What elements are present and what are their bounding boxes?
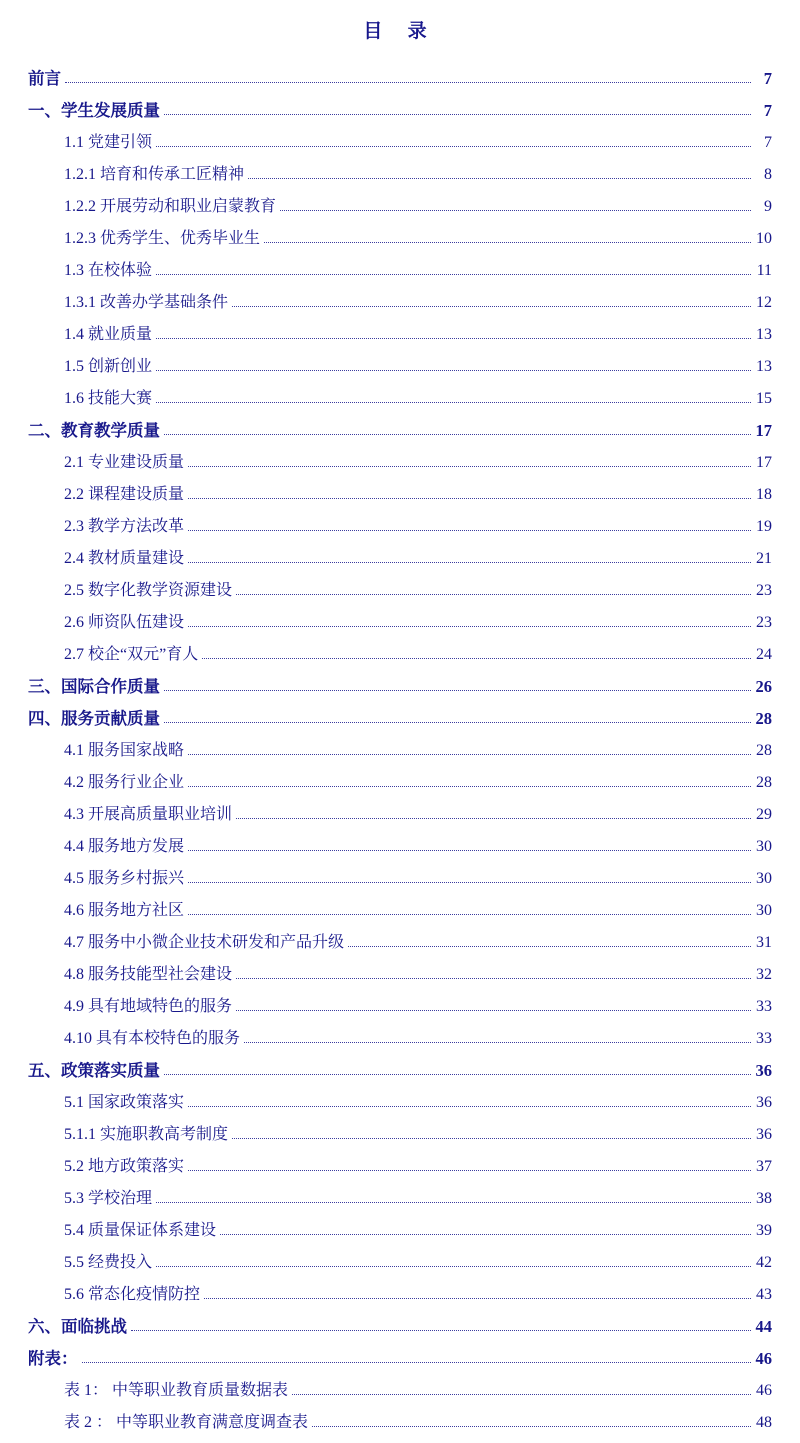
toc-entry-label: 六、面临挑战 [28, 1316, 127, 1336]
toc-entry-page: 36 [755, 1060, 772, 1080]
toc-leader-dots [65, 81, 751, 83]
toc-entry[interactable] [28, 281, 772, 313]
toc-entry-page: 39 [756, 1222, 772, 1239]
toc-leader-dots [248, 177, 751, 179]
page-title: 目 录 [363, 21, 437, 42]
toc-leader-dots [188, 625, 751, 627]
toc-entry-label: 二、教育教学质量 [28, 420, 160, 440]
toc-entry[interactable] [28, 761, 772, 793]
toc-entry-page: 7 [764, 134, 772, 151]
table-of-contents [28, 57, 772, 1433]
toc-leader-dots [188, 561, 751, 563]
toc-entry[interactable] [28, 441, 772, 473]
toc-entry-page: 11 [756, 262, 772, 279]
toc-entry-label: 1.2.3 优秀学生、优秀毕业生 [64, 230, 261, 247]
toc-leader-dots [164, 113, 751, 115]
toc-entry-label: 1.6 技能大赛 [64, 390, 153, 407]
toc-entry-label: 4.10 具有本校特色的服务 [64, 1030, 241, 1047]
toc-entry-label: 4.1 服务国家战略 [64, 742, 185, 759]
toc-leader-dots [236, 977, 751, 979]
toc-entry-page: 44 [755, 1316, 772, 1336]
toc-entry-label: 4.5 服务乡村振兴 [64, 870, 185, 887]
toc-leader-dots [164, 689, 751, 691]
toc-entry-label: 4.2 服务行业企业 [64, 774, 185, 791]
toc-entry-page: 33 [756, 1030, 772, 1047]
toc-entry[interactable] [28, 1145, 772, 1177]
toc-entry[interactable] [28, 697, 772, 729]
toc-entry-page: 26 [755, 676, 772, 696]
toc-entry-label: 2.7 校企“双元”育人 [64, 646, 199, 663]
toc-entry-label: 2.4 教材质量建设 [64, 550, 185, 567]
toc-entry-label: 2.2 课程建设质量 [64, 486, 185, 503]
toc-leader-dots [156, 1201, 751, 1203]
toc-entry-label: 2.3 教学方法改革 [64, 518, 185, 535]
toc-entry-label: 2.5 数字化教学资源建设 [64, 582, 233, 599]
toc-entry[interactable] [28, 505, 772, 537]
toc-entry[interactable] [28, 377, 772, 409]
toc-entry[interactable] [28, 857, 772, 889]
toc-entry-page: 17 [755, 420, 772, 440]
toc-entry-label: 前言 [28, 68, 61, 88]
toc-entry-page: 28 [756, 742, 772, 759]
toc-entry-label: 2.6 师资队伍建设 [64, 614, 185, 631]
toc-leader-dots [164, 721, 751, 723]
toc-entry-page: 18 [756, 486, 772, 503]
toc-leader-dots [202, 657, 751, 659]
toc-entry-label: 2.1 专业建设质量 [64, 454, 185, 471]
toc-entry-label: 三、国际合作质量 [28, 676, 160, 696]
toc-entry-label: 附表： [28, 1348, 78, 1368]
toc-entry-label: 4.7 服务中小微企业技术研发和产品升级 [64, 934, 345, 951]
toc-entry[interactable] [28, 1305, 772, 1337]
toc-entry-label: 5.3 学校治理 [64, 1190, 153, 1207]
toc-leader-dots [164, 433, 751, 435]
toc-entry-page: 13 [756, 326, 772, 343]
toc-entry-label: 5.2 地方政策落实 [64, 1158, 185, 1175]
toc-leader-dots [244, 1041, 751, 1043]
toc-leader-dots [348, 945, 751, 947]
toc-leader-dots [188, 849, 751, 851]
toc-entry[interactable] [28, 793, 772, 825]
toc-leader-dots [156, 273, 751, 275]
toc-entry-label: 4.3 开展高质量职业培训 [64, 806, 233, 823]
toc-entry-page: 17 [756, 454, 772, 471]
toc-leader-dots [156, 401, 751, 403]
toc-leader-dots [188, 881, 751, 883]
toc-entry-label: 4.6 服务地方社区 [64, 902, 185, 919]
toc-entry-page: 10 [756, 230, 772, 247]
toc-entry[interactable] [28, 665, 772, 697]
toc-entry-label: 表 1： 中等职业教育质量数据表 [64, 1382, 289, 1399]
toc-entry-label: 1.3 在校体验 [64, 262, 153, 279]
toc-entry[interactable] [28, 537, 772, 569]
toc-entry[interactable] [28, 601, 772, 633]
toc-leader-dots [188, 785, 751, 787]
toc-leader-dots [188, 1105, 751, 1107]
toc-leader-dots [188, 1169, 751, 1171]
toc-entry-page: 28 [755, 708, 772, 728]
toc-entry-page: 38 [756, 1190, 772, 1207]
toc-leader-dots [236, 1009, 751, 1011]
toc-entry[interactable] [28, 633, 772, 665]
toc-entry-page: 13 [756, 358, 772, 375]
toc-entry[interactable] [28, 1273, 772, 1305]
toc-entry-label: 1.2.2 开展劳动和职业启蒙教育 [64, 198, 277, 215]
toc-entry[interactable] [28, 185, 772, 217]
toc-leader-dots [188, 753, 751, 755]
toc-entry-page: 23 [756, 582, 772, 599]
toc-leader-dots [156, 337, 751, 339]
toc-entry[interactable] [28, 153, 772, 185]
toc-entry-page: 21 [756, 550, 772, 567]
toc-entry-label: 5.1.1 实施职教高考制度 [64, 1126, 229, 1143]
toc-entry[interactable] [28, 473, 772, 505]
toc-leader-dots [156, 1265, 751, 1267]
toc-entry-page: 32 [756, 966, 772, 983]
toc-entry-page: 48 [756, 1414, 772, 1431]
toc-entry[interactable] [28, 921, 772, 953]
toc-leader-dots [188, 913, 751, 915]
toc-leader-dots [236, 817, 751, 819]
toc-entry-label: 4.8 服务技能型社会建设 [64, 966, 233, 983]
toc-entry-page: 29 [756, 806, 772, 823]
toc-entry-page: 9 [764, 198, 772, 215]
toc-leader-dots [236, 593, 751, 595]
toc-entry[interactable] [28, 1241, 772, 1273]
toc-entry-label: 1.1 党建引领 [64, 134, 153, 151]
toc-entry-label: 5.5 经费投入 [64, 1254, 153, 1271]
toc-entry-page: 8 [764, 166, 772, 183]
toc-entry[interactable] [28, 1369, 772, 1401]
toc-entry[interactable] [28, 569, 772, 601]
toc-entry-label: 5.6 常态化疫情防控 [64, 1286, 201, 1303]
toc-leader-dots [232, 1137, 751, 1139]
toc-leader-dots [188, 465, 751, 467]
toc-entry[interactable] [28, 1177, 772, 1209]
toc-entry[interactable] [28, 1401, 772, 1433]
toc-entry-page: 7 [763, 100, 772, 120]
toc-leader-dots [280, 209, 751, 211]
toc-entry-label: 1.4 就业质量 [64, 326, 153, 343]
toc-entry[interactable] [28, 953, 772, 985]
toc-entry-label: 5.1 国家政策落实 [64, 1094, 185, 1111]
toc-entry[interactable] [28, 825, 772, 857]
toc-leader-dots [164, 1073, 751, 1075]
toc-entry-page: 30 [756, 902, 772, 919]
toc-entry-page: 33 [756, 998, 772, 1015]
toc-leader-dots [82, 1361, 752, 1363]
toc-entry-page: 46 [755, 1348, 772, 1368]
toc-entry[interactable] [28, 1081, 772, 1113]
toc-entry-page: 30 [756, 838, 772, 855]
toc-entry-label: 4.9 具有地域特色的服务 [64, 998, 233, 1015]
toc-leader-dots [204, 1297, 751, 1299]
toc-entry[interactable] [28, 409, 772, 441]
toc-leader-dots [312, 1425, 751, 1427]
toc-leader-dots [188, 497, 751, 499]
toc-entry[interactable] [28, 1337, 772, 1369]
toc-entry-label: 1.5 创新创业 [64, 358, 153, 375]
toc-entry[interactable] [28, 1017, 772, 1049]
toc-entry-page: 36 [756, 1094, 772, 1111]
toc-entry[interactable] [28, 217, 772, 249]
toc-entry[interactable] [28, 121, 772, 153]
toc-entry[interactable] [28, 1113, 772, 1145]
toc-leader-dots [232, 305, 751, 307]
toc-entry-label: 四、服务贡献质量 [28, 708, 160, 728]
toc-entry-page: 46 [756, 1382, 772, 1399]
toc-entry-page: 36 [756, 1126, 772, 1143]
toc-entry-page: 12 [756, 294, 772, 311]
toc-entry-page: 7 [763, 68, 772, 88]
toc-entry-label: 五、政策落实质量 [28, 1060, 160, 1080]
toc-entry-label: 1.2.1 培育和传承工匠精神 [64, 166, 245, 183]
toc-entry-label: 1.3.1 改善办学基础条件 [64, 294, 229, 311]
toc-entry-page: 24 [756, 646, 772, 663]
toc-entry[interactable] [28, 249, 772, 281]
toc-entry-page: 28 [756, 774, 772, 791]
toc-leader-dots [156, 145, 751, 147]
toc-entry-page: 37 [756, 1158, 772, 1175]
toc-entry[interactable] [28, 313, 772, 345]
toc-leader-dots [156, 369, 751, 371]
toc-entry[interactable] [28, 1049, 772, 1081]
toc-leader-dots [188, 529, 751, 531]
toc-entry-page: 31 [756, 934, 772, 951]
toc-entry-label: 5.4 质量保证体系建设 [64, 1222, 217, 1239]
toc-leader-dots [220, 1233, 751, 1235]
toc-entry[interactable] [28, 889, 772, 921]
toc-entry[interactable] [28, 985, 772, 1017]
toc-leader-dots [292, 1393, 751, 1395]
toc-leader-dots [131, 1329, 751, 1331]
toc-entry[interactable] [28, 345, 772, 377]
toc-entry-page: 30 [756, 870, 772, 887]
toc-entry[interactable] [28, 1209, 772, 1241]
toc-entry[interactable] [28, 57, 772, 89]
toc-entry-page: 43 [756, 1286, 772, 1303]
toc-entry-label: 4.4 服务地方发展 [64, 838, 185, 855]
toc-entry-page: 15 [756, 390, 772, 407]
toc-entry-label: 一、学生发展质量 [28, 100, 160, 120]
toc-entry-page: 42 [756, 1254, 772, 1271]
toc-entry-label: 表 2 ： 中等职业教育满意度调查表 [64, 1414, 309, 1431]
toc-entry[interactable] [28, 89, 772, 121]
toc-entry[interactable] [28, 729, 772, 761]
toc-entry-page: 19 [756, 518, 772, 535]
toc-entry-page: 23 [756, 614, 772, 631]
toc-leader-dots [264, 241, 751, 243]
